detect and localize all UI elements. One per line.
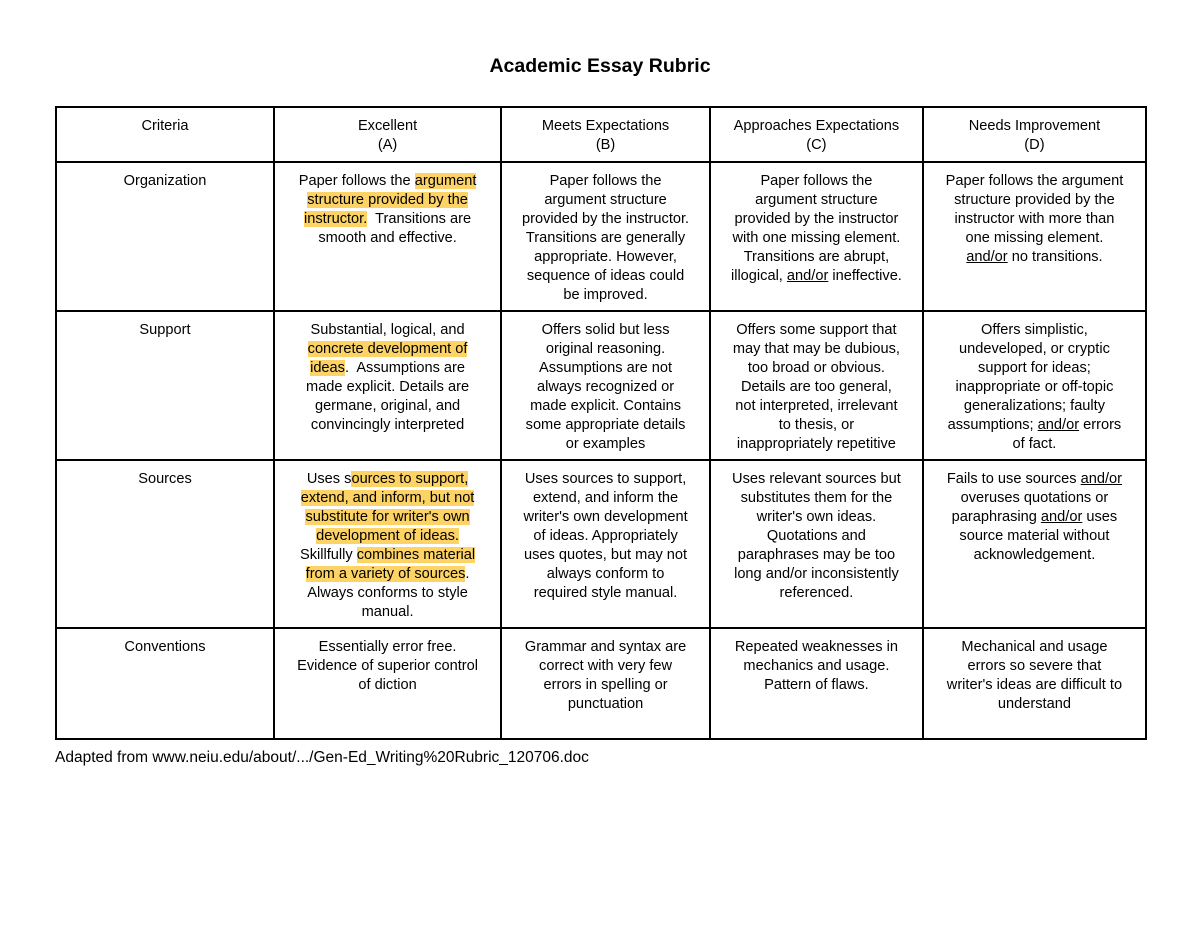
rubric-row-sources xyxy=(56,460,1146,628)
cell-text-line xyxy=(506,359,705,378)
text-segment: of ideas. Appropriately xyxy=(533,528,678,544)
text-segment: referenced. xyxy=(779,585,854,601)
cell-text-line xyxy=(715,584,918,603)
text-segment: uses quotes, but may not xyxy=(524,547,688,563)
cell-text-line xyxy=(715,546,918,565)
cell-text-line xyxy=(715,248,918,267)
header-meets-name: Meets Expectations xyxy=(541,118,670,134)
highlighted-text: extend, and inform, but not xyxy=(300,490,475,506)
text-segment: Transitions are abrupt, xyxy=(743,249,890,265)
cell-text-line xyxy=(506,489,705,508)
text-segment: understand xyxy=(997,696,1071,712)
cell-text-line xyxy=(715,676,918,695)
cell-text-line xyxy=(279,378,496,397)
cell-text-line xyxy=(928,229,1141,248)
cell-text-line xyxy=(506,435,705,454)
text-segment: instructor with more than xyxy=(954,211,1115,227)
underlined-text: and/or xyxy=(1040,509,1083,525)
cell-text-line xyxy=(279,470,496,489)
text-segment: not interpreted, irrelevant xyxy=(735,398,898,414)
text-segment: assumptions; xyxy=(947,417,1038,433)
cell-text-line xyxy=(928,172,1141,191)
highlighted-text: combines material xyxy=(356,547,476,563)
text-segment: manual. xyxy=(361,604,414,620)
highlighted-text: argument xyxy=(414,173,477,189)
cell-text-line xyxy=(279,527,496,546)
cell-text-line xyxy=(279,603,496,622)
text-segment: smooth and effective. xyxy=(318,230,457,246)
text-segment: convincingly interpreted xyxy=(310,417,465,433)
cell-text-line xyxy=(279,191,496,210)
cell-meets xyxy=(501,311,710,460)
cell-text-line xyxy=(279,638,496,657)
cell-text-line xyxy=(715,657,918,676)
cell-text-line xyxy=(715,416,918,435)
cell-text-line xyxy=(279,340,496,359)
text-segment: acknowledgement. xyxy=(973,547,1096,563)
text-segment: be improved. xyxy=(563,287,648,303)
text-segment: always conform to xyxy=(546,566,665,582)
text-segment: of diction xyxy=(358,677,417,693)
text-segment: Pattern of flaws. xyxy=(764,677,869,693)
text-segment: support for ideas; xyxy=(978,360,1091,376)
cell-text-line xyxy=(506,470,705,489)
cell-text-line xyxy=(715,378,918,397)
text-segment: may that may be dubious, xyxy=(732,341,900,357)
text-segment: punctuation xyxy=(567,696,644,712)
header-approaches-grade: (C) xyxy=(806,137,827,153)
cell-text-line xyxy=(928,248,1141,267)
text-segment: uses xyxy=(1082,509,1118,525)
text-segment: undeveloped, or cryptic xyxy=(958,341,1110,357)
text-segment: of fact. xyxy=(1012,436,1057,452)
text-segment: long and/or inconsistently xyxy=(734,566,899,582)
text-segment: Offers solid but less xyxy=(541,322,670,338)
header-row xyxy=(56,107,1146,162)
cell-text-line xyxy=(928,470,1141,489)
text-segment: appropriate. However, xyxy=(534,249,677,265)
text-segment: Repeated weaknesses in xyxy=(734,639,898,655)
text-segment: writer's own ideas. xyxy=(756,509,877,525)
cell-text-line xyxy=(506,508,705,527)
highlighted-text: development of ideas. xyxy=(316,528,459,544)
text-segment: generalizations; faulty xyxy=(963,398,1106,414)
text-segment: Uses s xyxy=(306,471,352,487)
text-segment: Skillfully xyxy=(299,547,357,563)
cell-text-line xyxy=(506,210,705,229)
cell-text-line xyxy=(715,359,918,378)
text-segment: . xyxy=(465,566,470,582)
text-segment: Substantial, logical, and xyxy=(310,322,465,338)
cell-excellent xyxy=(274,162,501,311)
text-segment: errors in spelling or xyxy=(543,677,668,693)
text-segment: Mechanical and usage xyxy=(961,639,1108,655)
cell-meets xyxy=(501,628,710,739)
cell-text-line xyxy=(715,565,918,584)
cell-text-line xyxy=(928,397,1141,416)
text-segment: inappropriately repetitive xyxy=(736,436,896,452)
header-criteria-label: Criteria xyxy=(141,118,189,134)
text-segment: Transitions are xyxy=(367,211,472,227)
text-segment: Paper follows the argument xyxy=(945,173,1124,189)
rubric-row-organization xyxy=(56,162,1146,311)
cell-text-line xyxy=(928,657,1141,676)
text-segment: Always conforms to style xyxy=(307,585,468,601)
text-segment: writer's ideas are difficult to xyxy=(946,677,1123,693)
cell-text-line xyxy=(279,416,496,435)
cell-needs xyxy=(923,311,1146,460)
cell-approaches xyxy=(710,162,923,311)
text-segment: some appropriate details xyxy=(525,417,686,433)
cell-text-line xyxy=(928,676,1141,695)
cell-text-line xyxy=(506,229,705,248)
highlighted-text: from a variety of sources xyxy=(305,566,466,582)
cell-needs xyxy=(923,460,1146,628)
text-segment: paraphrasing xyxy=(951,509,1041,525)
cell-meets xyxy=(501,162,710,311)
header-needs-improvement xyxy=(923,107,1146,162)
text-segment: extend, and inform the xyxy=(532,490,679,506)
cell-text-line xyxy=(279,359,496,378)
cell-text-line xyxy=(715,397,918,416)
text-segment: . Assumptions are xyxy=(344,360,466,376)
cell-text-line xyxy=(506,527,705,546)
cell-text-line xyxy=(928,340,1141,359)
underlined-text: and/or xyxy=(1080,471,1123,487)
cell-text-line xyxy=(928,695,1141,714)
header-approaches-name: Approaches Expectations xyxy=(733,118,900,134)
text-segment: to thesis, or xyxy=(778,417,855,433)
text-segment: with one missing element. xyxy=(732,230,901,246)
text-segment: substitutes them for the xyxy=(740,490,893,506)
highlighted-text: concrete development of xyxy=(307,341,468,357)
criterion-cell: Conventions xyxy=(56,628,274,739)
cell-text-line xyxy=(506,340,705,359)
underlined-text: and/or xyxy=(966,249,1008,265)
cell-text-line xyxy=(928,638,1141,657)
cell-text-line xyxy=(928,321,1141,340)
text-segment: writer's own development xyxy=(523,509,688,525)
text-segment: Offers simplistic, xyxy=(981,322,1088,338)
text-segment: original reasoning. xyxy=(545,341,666,357)
criterion-cell: Support xyxy=(56,311,274,460)
text-segment: provided by the instructor. xyxy=(522,211,690,227)
text-segment: made explicit. Contains xyxy=(530,398,681,414)
cell-approaches xyxy=(710,311,923,460)
rubric-table xyxy=(55,106,1147,740)
header-needs-name: Needs Improvement xyxy=(968,118,1101,134)
cell-text-line xyxy=(279,657,496,676)
text-segment: errors so severe that xyxy=(967,658,1102,674)
cell-needs xyxy=(923,628,1146,739)
cell-text-line xyxy=(928,435,1141,454)
header-needs-grade: (D) xyxy=(1024,137,1045,153)
cell-text-line xyxy=(279,676,496,695)
source-attribution: Adapted from www.neiu.edu/about/.../Gen-Ed_Writing%20Rubric_120706.doc xyxy=(55,749,589,766)
criterion-cell: Organization xyxy=(56,162,274,311)
text-segment: provided by the instructor xyxy=(734,211,899,227)
rubric-row-conventions xyxy=(56,628,1146,739)
cell-text-line xyxy=(506,657,705,676)
cell-text-line xyxy=(715,638,918,657)
cell-text-line xyxy=(506,546,705,565)
cell-text-line xyxy=(279,508,496,527)
cell-text-line xyxy=(928,210,1141,229)
text-segment: made explicit. Details are xyxy=(306,379,470,395)
text-segment: Offers some support that xyxy=(736,322,897,338)
cell-meets xyxy=(501,460,710,628)
text-segment: or examples xyxy=(565,436,646,452)
text-segment: Details are too general, xyxy=(740,379,892,395)
cell-text-line xyxy=(715,267,918,286)
cell-text-line xyxy=(506,416,705,435)
text-segment: Transitions are generally xyxy=(525,230,686,246)
cell-text-line xyxy=(506,695,705,714)
text-segment: Evidence of superior control xyxy=(297,658,479,674)
cell-text-line xyxy=(715,321,918,340)
cell-text-line xyxy=(506,638,705,657)
cell-text-line xyxy=(279,229,496,248)
text-segment: inappropriate or off-topic xyxy=(955,379,1114,395)
criterion-cell: Sources xyxy=(56,460,274,628)
text-segment: one missing element. xyxy=(965,230,1104,246)
text-segment: Paper follows the xyxy=(298,173,415,189)
cell-excellent xyxy=(274,628,501,739)
text-segment: Assumptions are not xyxy=(539,360,673,376)
highlighted-text: ideas xyxy=(310,360,345,376)
page-title: Academic Essay Rubric xyxy=(489,55,711,77)
cell-text-line xyxy=(506,191,705,210)
text-segment: Quotations and xyxy=(766,528,866,544)
text-segment: too broad or obvious. xyxy=(747,360,885,376)
cell-text-line xyxy=(506,676,705,695)
cell-excellent xyxy=(274,460,501,628)
cell-text-line xyxy=(928,546,1141,565)
header-excellent xyxy=(274,107,501,162)
cell-approaches xyxy=(710,628,923,739)
cell-text-line xyxy=(715,489,918,508)
header-criteria xyxy=(56,107,274,162)
text-segment: Fails to use sources xyxy=(946,471,1081,487)
cell-text-line xyxy=(279,210,496,229)
header-approaches-expectations xyxy=(710,107,923,162)
cell-approaches xyxy=(710,460,923,628)
highlighted-text: instructor. xyxy=(304,211,368,227)
cell-excellent xyxy=(274,311,501,460)
cell-text-line xyxy=(928,489,1141,508)
text-segment: correct with very few xyxy=(539,658,673,674)
highlighted-text: ources to support, xyxy=(351,471,469,487)
text-segment: germane, original, and xyxy=(314,398,461,414)
cell-text-line xyxy=(715,527,918,546)
cell-needs xyxy=(923,162,1146,311)
highlighted-text: substitute for writer's own xyxy=(305,509,470,525)
text-segment: source material without xyxy=(959,528,1110,544)
underlined-text: and/or xyxy=(1037,417,1080,433)
header-excellent-name: Excellent xyxy=(357,118,418,134)
header-excellent-grade: (A) xyxy=(377,137,398,153)
text-segment: overuses quotations or xyxy=(960,490,1109,506)
text-segment: no transitions. xyxy=(1007,249,1103,265)
cell-text-line xyxy=(715,210,918,229)
cell-text-line xyxy=(506,378,705,397)
cell-text-line xyxy=(506,321,705,340)
cell-text-line xyxy=(715,340,918,359)
cell-text-line xyxy=(928,378,1141,397)
text-segment: argument structure xyxy=(755,192,878,208)
cell-text-line xyxy=(279,321,496,340)
text-segment: always recognized or xyxy=(537,379,675,395)
cell-text-line xyxy=(506,565,705,584)
text-segment: mechanics and usage. xyxy=(743,658,890,674)
cell-text-line xyxy=(715,191,918,210)
cell-text-line xyxy=(928,416,1141,435)
cell-text-line xyxy=(715,470,918,489)
text-segment: argument structure xyxy=(544,192,667,208)
cell-text-line xyxy=(279,489,496,508)
text-segment: required style manual. xyxy=(533,585,678,601)
cell-text-line xyxy=(715,172,918,191)
header-meets-expectations xyxy=(501,107,710,162)
text-segment: ineffective. xyxy=(828,268,902,284)
text-segment: paraphrases may be too xyxy=(737,547,896,563)
cell-text-line xyxy=(279,584,496,603)
cell-text-line xyxy=(928,527,1141,546)
cell-text-line xyxy=(928,508,1141,527)
cell-text-line xyxy=(279,565,496,584)
text-segment: illogical, xyxy=(730,268,787,284)
text-segment: structure provided by the xyxy=(954,192,1115,208)
cell-text-line xyxy=(506,397,705,416)
text-segment: Grammar and syntax are xyxy=(524,639,687,655)
cell-text-line xyxy=(279,397,496,416)
text-segment: Essentially error free. xyxy=(318,639,457,655)
text-segment: errors xyxy=(1079,417,1122,433)
cell-text-line xyxy=(506,286,705,305)
text-segment: Uses relevant sources but xyxy=(732,471,901,487)
cell-text-line xyxy=(715,508,918,527)
text-segment: Paper follows the xyxy=(549,173,662,189)
highlighted-text: structure provided by the xyxy=(307,192,468,208)
cell-text-line xyxy=(715,435,918,454)
cell-text-line xyxy=(928,359,1141,378)
cell-text-line xyxy=(506,584,705,603)
text-segment: sequence of ideas could xyxy=(526,268,685,284)
cell-text-line xyxy=(279,172,496,191)
header-meets-grade: (B) xyxy=(595,137,616,153)
cell-text-line xyxy=(279,546,496,565)
cell-text-line xyxy=(506,267,705,286)
underlined-text: and/or xyxy=(786,268,829,284)
cell-text-line xyxy=(928,191,1141,210)
cell-text-line xyxy=(715,229,918,248)
text-segment: Paper follows the xyxy=(760,173,873,189)
text-segment: Uses sources to support, xyxy=(524,471,687,487)
rubric-row-support xyxy=(56,311,1146,460)
cell-text-line xyxy=(506,248,705,267)
cell-text-line xyxy=(506,172,705,191)
